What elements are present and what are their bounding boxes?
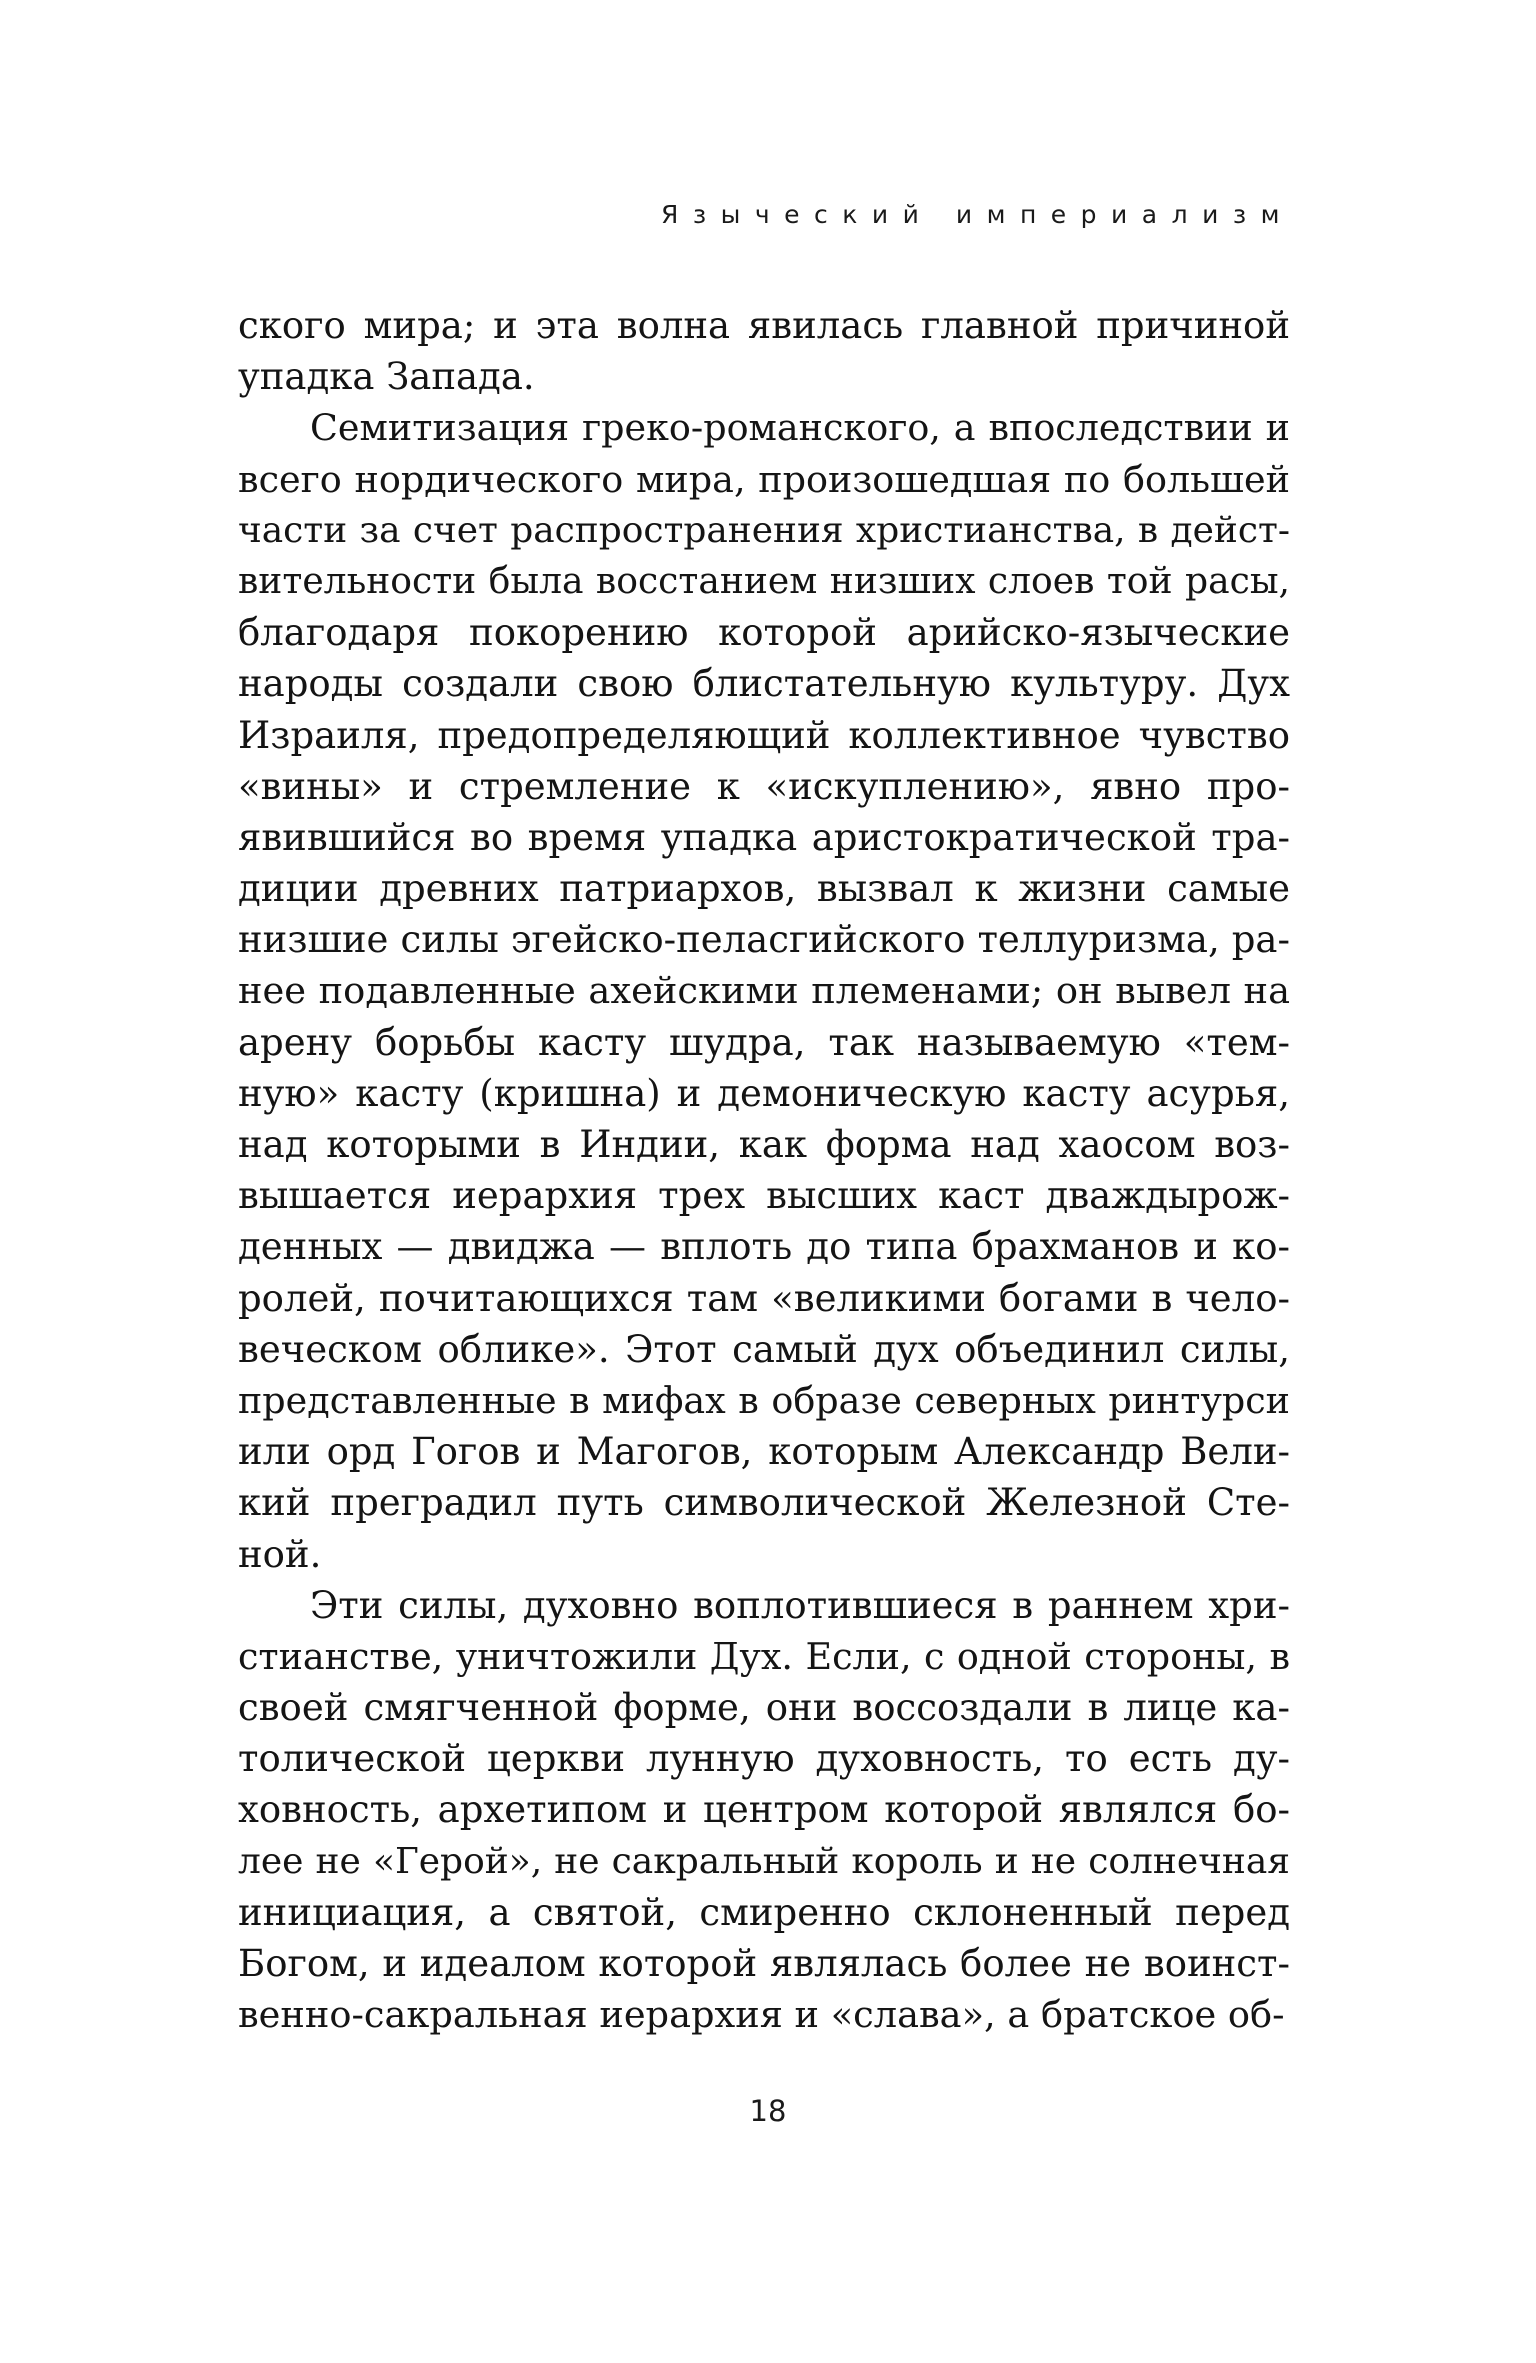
- text-line: денных — двиджа — вплоть до типа брахманов и ко-: [238, 1225, 1290, 1269]
- paragraph: [238, 402, 1290, 1579]
- text-line: Богом, и идеалом которой являлась более не воинст-: [238, 1942, 1290, 1985]
- text-line: части за счет распространения христианства, в дейст-: [238, 509, 1290, 551]
- text-line: благодаря покорению которой арийско-языческие: [238, 611, 1290, 655]
- text-line: народы создали свою блистательную культуру. Дух: [238, 662, 1290, 706]
- text-line: ского мира; и эта волна явилась главной причиной: [238, 304, 1290, 347]
- running-header: Языческий империализм: [661, 200, 1294, 229]
- text-line: «вины» и стремление к «искуплению», явно про-: [238, 764, 1290, 808]
- text-line: венно-сакральная иерархия и «слава», а братское об-: [238, 1993, 1285, 2037]
- text-line: ной.: [238, 1532, 322, 1576]
- text-line: диции древних патриархов, вызвал к жизни самые: [238, 867, 1290, 911]
- text-line: лее не «Герой», не сакральный король и не солнечная: [238, 1840, 1290, 1882]
- body-text: [238, 300, 1290, 2040]
- text-line: упадка Запада.: [238, 355, 535, 399]
- text-line: Семитизация греко-романского, а впоследствии и: [310, 406, 1290, 450]
- text-line: стианстве, уничтожили Дух. Если, с одной стороны, в: [238, 1634, 1290, 1678]
- text-line: Израиля, предопределяющий коллективное чувство: [238, 713, 1290, 757]
- text-line: представленные в мифах в образе северных ринтурси: [238, 1378, 1290, 1422]
- text-line: вительности была восстанием низших слоев той расы,: [238, 559, 1290, 602]
- text-line: инициация, а святой, смиренно склоненный перед: [238, 1890, 1290, 1934]
- text-line: явившийся во время упадка аристократической тра-: [238, 815, 1290, 859]
- text-line: Эти силы, духовно воплотившиеся в раннем хри-: [310, 1583, 1290, 1627]
- text-line: нее подавленные ахейскими племенами; он вывел на: [238, 969, 1290, 1013]
- text-line: арену борьбы касту шудра, так называемую «тем-: [238, 1020, 1290, 1064]
- text-line: веческом облике». Этот самый дух объединил силы,: [238, 1327, 1290, 1371]
- text-line: ную» касту (кришна) и демоническую касту асурья,: [238, 1071, 1290, 1115]
- text-line: ховность, архетипом и центром которой являлся бо-: [238, 1788, 1290, 1832]
- text-line: толической церкви лунную духовность, то есть ду-: [238, 1737, 1290, 1781]
- text-line: кий преградил путь символической Железной Сте-: [238, 1481, 1290, 1525]
- text-line: своей смягченной форме, они воссоздали в лице ка-: [238, 1686, 1290, 1730]
- text-line: низшие силы эгейско-пеласгийского теллуризма, ра-: [238, 918, 1290, 962]
- page-number: 18: [749, 2094, 787, 2128]
- text-line: всего нордического мира, произошедшая по большей: [238, 457, 1290, 501]
- paragraph: [238, 1580, 1290, 2041]
- text-line: вышается иерархия трех высших каст дваждырож-: [238, 1174, 1290, 1218]
- paragraph: [238, 300, 1290, 402]
- text-line: ролей, почитающихся там «великими богами в чело-: [238, 1276, 1290, 1320]
- text-line: над которыми в Индии, как форма над хаосом воз-: [238, 1123, 1290, 1166]
- text-line: или орд Гогов и Магогов, которым Александр Вели-: [238, 1430, 1290, 1474]
